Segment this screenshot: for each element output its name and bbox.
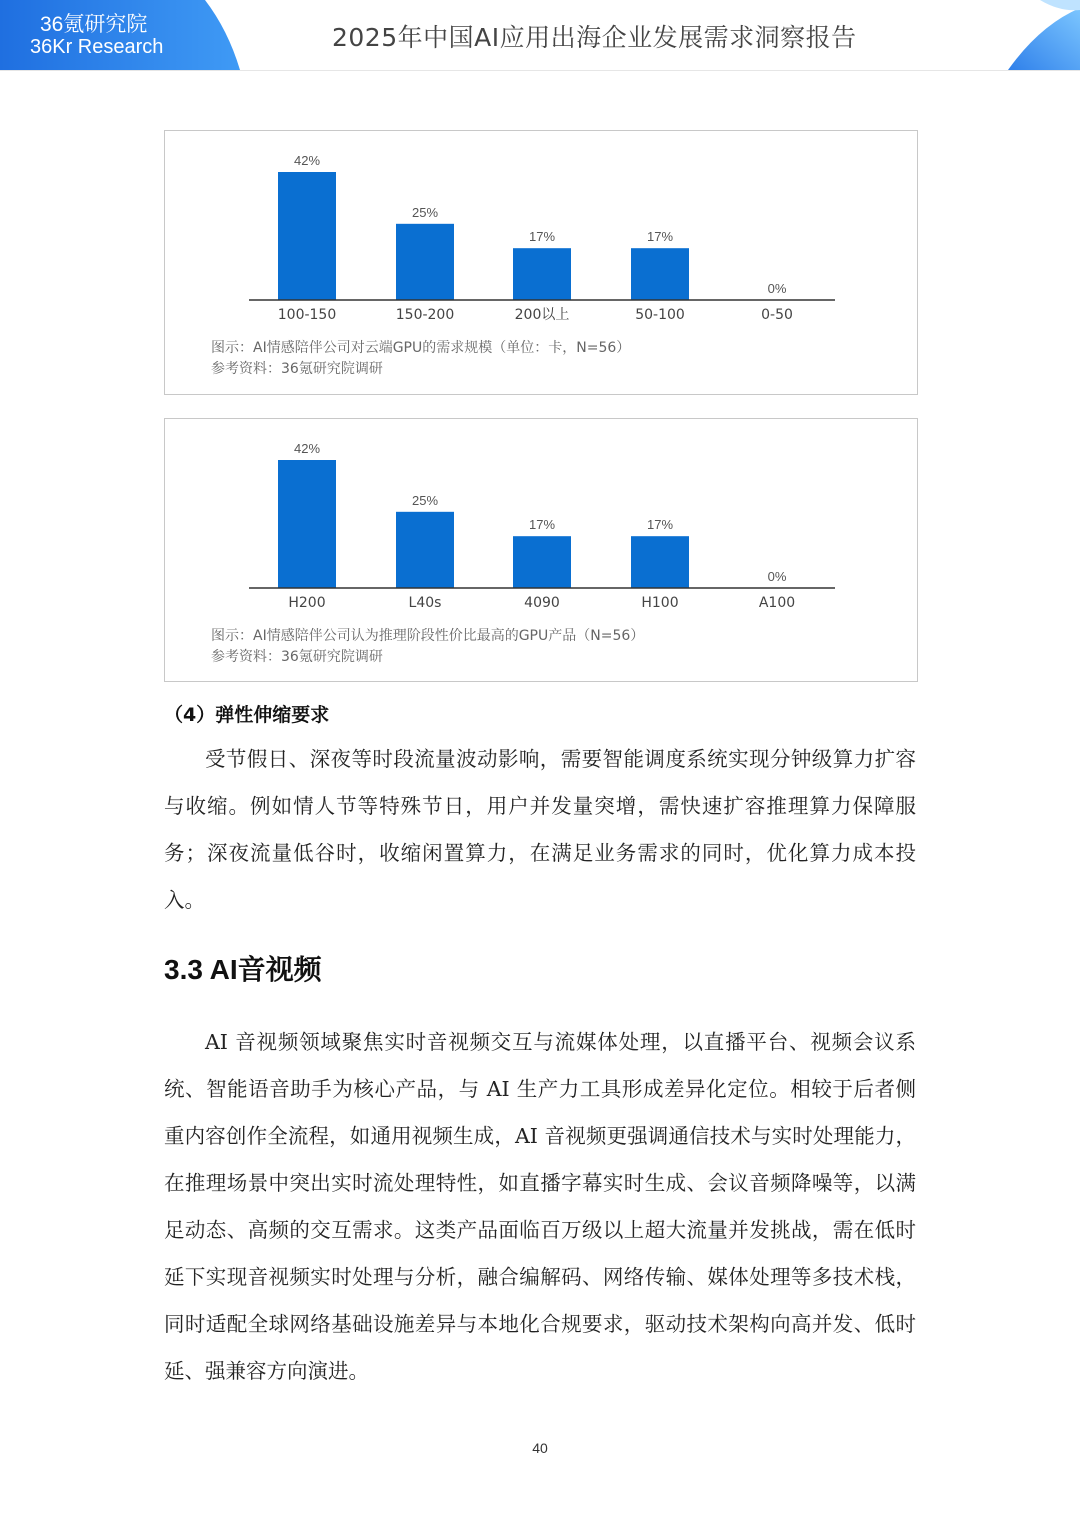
category-label: 50-100 bbox=[635, 307, 685, 323]
data-label: 25% bbox=[411, 204, 439, 220]
bar-H200 bbox=[278, 460, 336, 588]
data-label: 17% bbox=[646, 517, 674, 533]
data-label: 42% bbox=[293, 441, 321, 456]
logo-text-en: 36Kr Research bbox=[30, 36, 164, 58]
page-number: 40 bbox=[532, 1440, 548, 1456]
bar-150-200 bbox=[396, 224, 454, 300]
data-label: 17% bbox=[528, 517, 556, 533]
category-label: A100 bbox=[758, 595, 796, 611]
section-heading: 3.3 AI音视频 bbox=[164, 954, 322, 985]
category-label: H100 bbox=[641, 595, 679, 611]
category-label: H200 bbox=[288, 595, 326, 611]
bar-4090 bbox=[513, 536, 571, 588]
subheading-elastic-scaling: （4）弹性伸缩要求 bbox=[164, 704, 330, 726]
bar-50-100 bbox=[631, 248, 689, 300]
bar-200以上 bbox=[513, 248, 571, 300]
gpu-demand-chart bbox=[164, 130, 918, 395]
chart-source: 参考资料：36氪研究院调研 bbox=[211, 361, 383, 377]
data-label: 0% bbox=[767, 569, 787, 584]
data-label: 25% bbox=[411, 492, 439, 508]
category-label: 200以上 bbox=[514, 307, 570, 323]
paragraph-elastic-scaling: 受节假日、深夜等时段流量波动影响，需要智能调度系统实现分钟级算力扩容与收缩。例如情人节等特殊节日，用户并发量突增，需快速扩容推理算力保障服务；深夜流量低谷时，收缩闲置算力，在满足业务需求的同时，优化算力成本投入。 bbox=[164, 747, 916, 912]
gpu-product-chart bbox=[164, 418, 918, 682]
category-label: L40s bbox=[408, 595, 442, 611]
category-label: 150-200 bbox=[395, 307, 455, 323]
data-label: 17% bbox=[646, 229, 674, 245]
bar-100-150 bbox=[278, 172, 336, 300]
data-label: 17% bbox=[528, 229, 556, 245]
corner-decoration bbox=[1000, 0, 1080, 70]
logo-text-cn: 36氪研究院 bbox=[40, 13, 148, 36]
chart-caption: 图示：AI情感陪伴公司认为推理阶段性价比最高的GPU产品（N=56） bbox=[211, 628, 645, 644]
bar-L40s bbox=[396, 512, 454, 588]
category-label: 100-150 bbox=[277, 307, 337, 323]
chart-caption: 图示：AI情感陪伴公司对云端GPU的需求规模（单位：卡，N=56） bbox=[211, 340, 631, 356]
category-label: 0-50 bbox=[761, 307, 793, 323]
category-label: 4090 bbox=[524, 595, 560, 611]
bar-H100 bbox=[631, 536, 689, 588]
report-title: 2025年中国AI应用出海企业发展需求洞察报告 bbox=[332, 23, 857, 52]
data-label: 42% bbox=[293, 153, 321, 168]
chart-source: 参考资料：36氪研究院调研 bbox=[211, 649, 383, 665]
data-label: 0% bbox=[767, 281, 787, 296]
paragraph-ai-av: AI 音视频领域聚焦实时音视频交互与流媒体处理，以直播平台、视频会议系统、智能语音助手为核心产品，与 AI 生产力工具形成差异化定位。相较于后者侧重内容创作全流程，如通用视频生成，AI 音视频更强调通信技术与实时处理能力，在推理场景中突出实时流处理特性，如直播字幕实时生成、会议音频降噪等，以满足动态、高频的交互需求。这类产品面临百万级以上超大流量并发挑战，需在低时延下实现音视频实时处理与分析，融合编解码、网络传输、媒体处理等多技术栈，同时适配全球网络基础设施差异与本地化合规要求，驱动技术架构向高并发、低时延、强兼容方向演进。 bbox=[164, 1030, 916, 1383]
page-header bbox=[0, 0, 1080, 71]
